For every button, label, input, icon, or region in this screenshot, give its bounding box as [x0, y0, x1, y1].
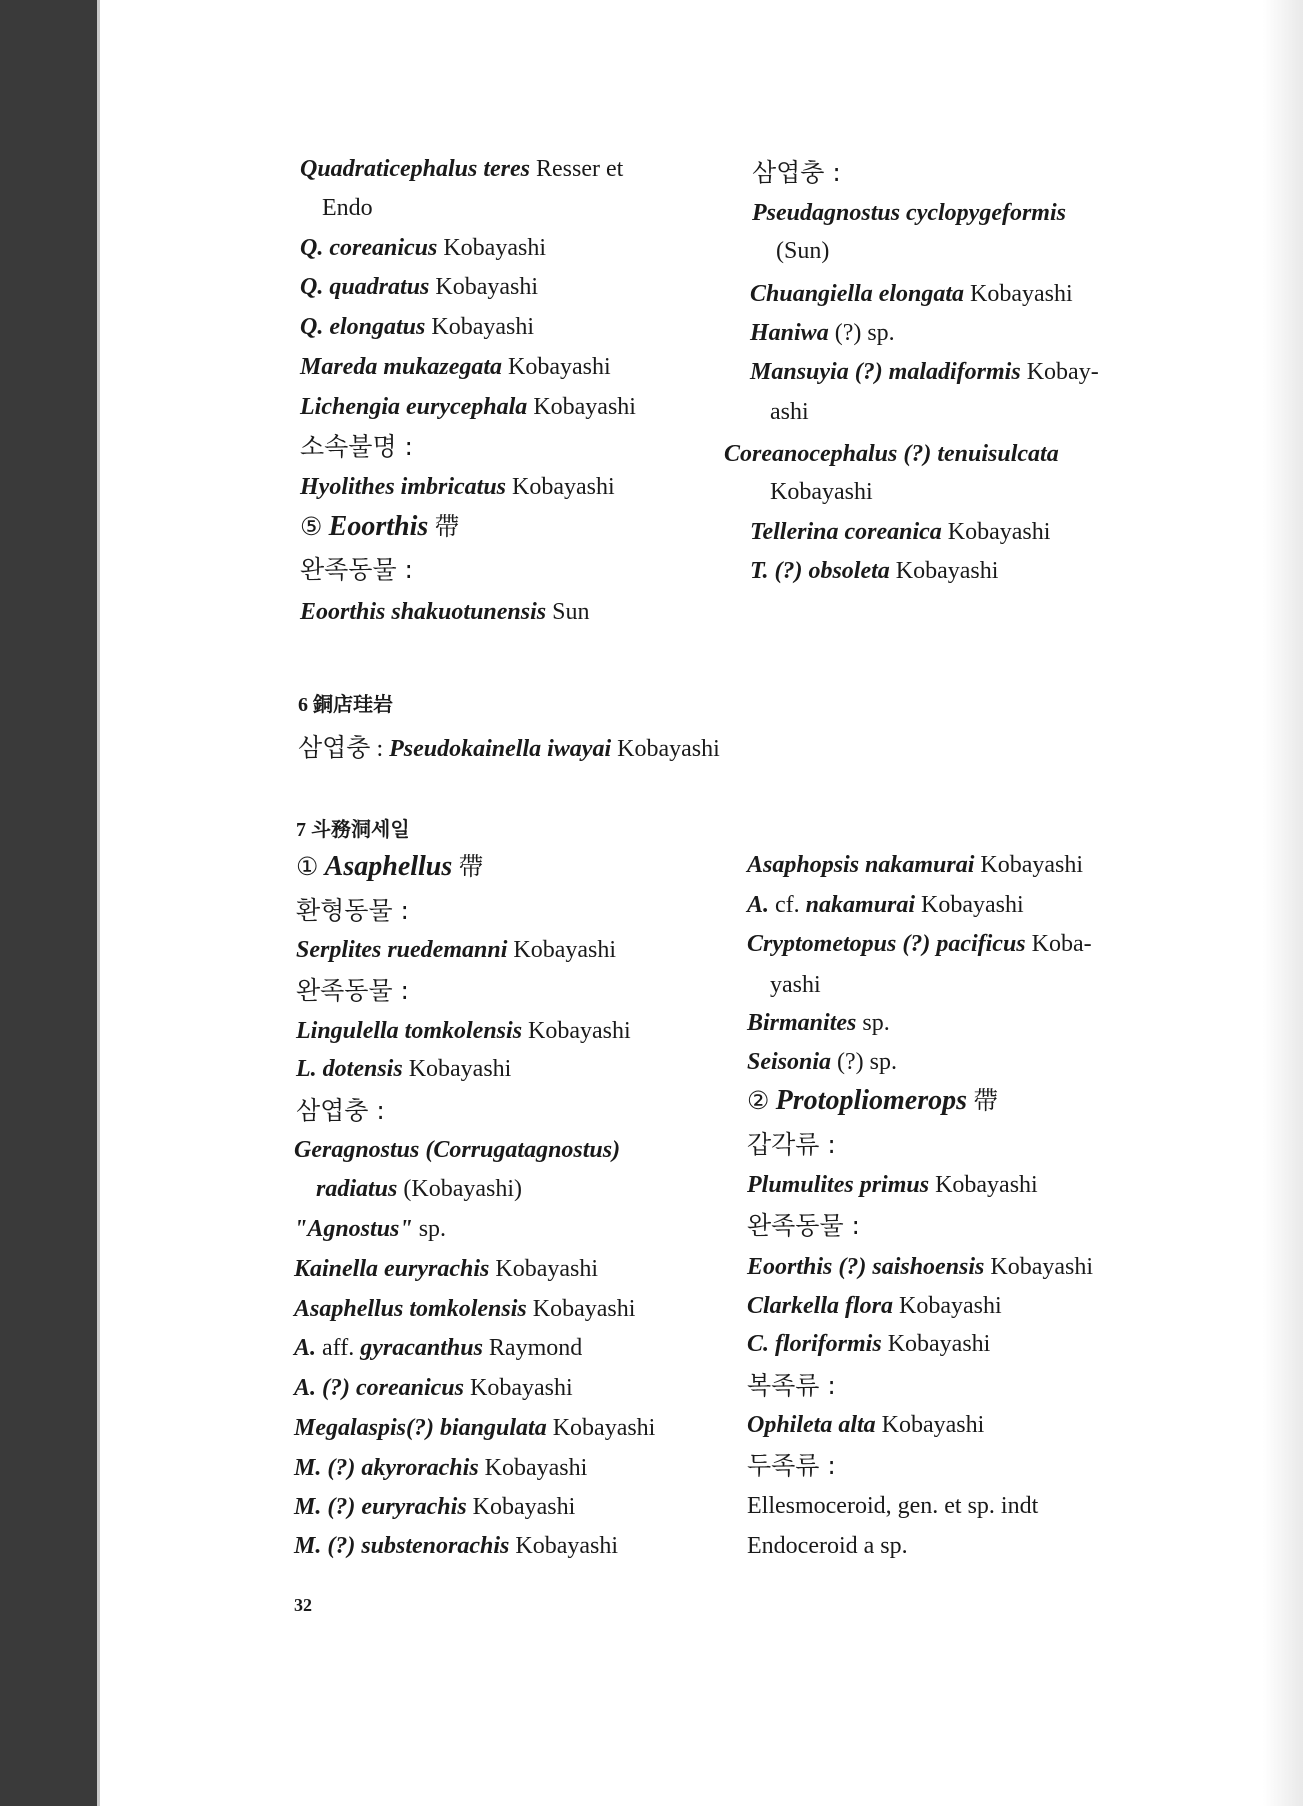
document-page: Quadraticephalus teres Resser et Endo Q. coreanicus Kobayashi Q. quadratus Kobayashi Q. elongatus Kobayashi Mareda mukazegata Kobayashi Lichengia eurycephala Kobayashi 소속불명 : Hyolithes imbricatus Kobayashi ⑤ Eoorthis 帶 완족동물 : Eoorthis shakuotunensis Sun 삼엽충 : Pseudagnostus cyclopygeformis (Sun) Chuangiella elongata Kobayashi Haniwa (?) sp. Mansuyia (?) maladiformis Kobay- ashi Coreanocephalus (?) tenuisulcata Kobayashi Tellerina coreanica Kobayashi T. (?) obsoleta Kobayashi 6 銅店珪岩 삼엽충 : Pseudokainella iwayai Kobayashi 7 斗務洞세일 ① Asaphellus 帶 환형동물 : Serplites ruedemanni Kobayashi 완족동물 : Lingulella tomkolensis Kobayashi L. dotensis Kobayashi 삼엽충 : Geragnostus (Corrugatagnostus) radiatus (Kobayashi) "Agnostus" sp. Kainella euryrachis Kobayashi Asaphellus tomkolensis Kobayashi A. aff. gyracanthus Raymond A. (?) coreanicus Kobayashi Megalaspis(?) biangulata Kobayashi M. (?) akyrorachis Kobayashi M. (?) euryrachis Kobayashi M. (?) substenorachis Kobayashi Asaphopsis nakamurai Kobayashi A. cf. nakamurai Kobayashi Cryptometopus (?) pacificus Koba- yashi Birmanites sp. Seisonia (?) sp. ② Protopliomerops 帶 갑각류 : Plumulites primus Kobayashi 완족동물 : Eoorthis (?) saishoensis Kobayashi Clarkella flora Kobayashi C. floriformis Kobayashi 복족류 : Ophileta alta Kobayashi 두족류 : Ellesmoceroid, gen. et sp. indt Endoceroid a sp. 32 — [97, 0, 1303, 1806]
